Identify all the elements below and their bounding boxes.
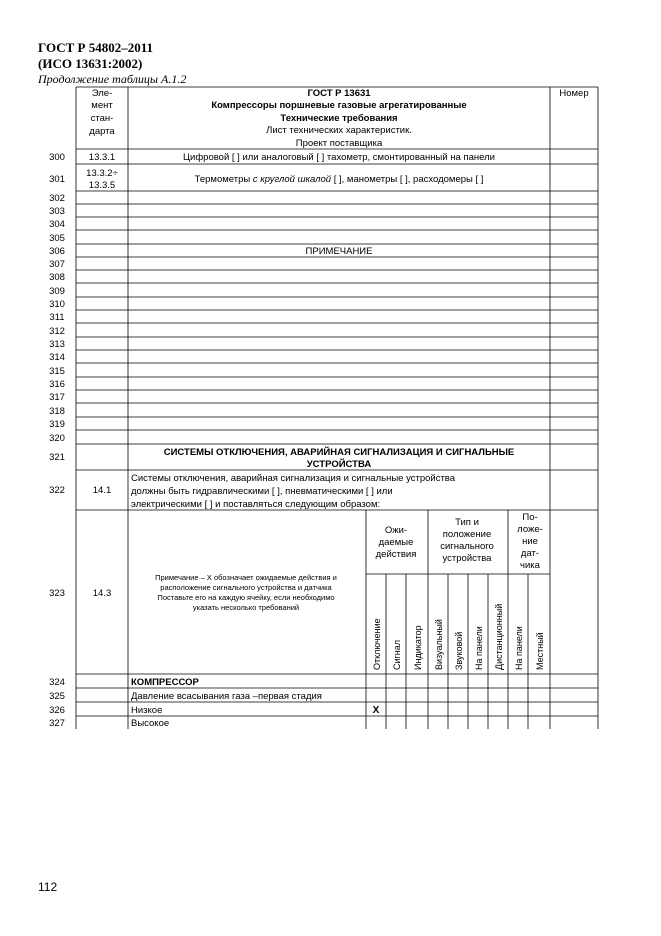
requirement-text: должны быть гидравлическими [ ], пневматическими [ ] или xyxy=(131,486,393,497)
requirement-text: электрическими [ ] и поставляться следующим образом: xyxy=(131,499,381,510)
option-column-header: Дистанционный xyxy=(494,603,504,670)
sheet-subtitle: Проект поставщика xyxy=(295,138,383,149)
selection-mark: X xyxy=(372,705,380,716)
option-column-header: На панели xyxy=(514,626,524,670)
option-column-header: Индикатор xyxy=(413,625,423,670)
row-number: 327 xyxy=(49,718,65,729)
row-number: 314 xyxy=(49,352,65,363)
row-number: 306 xyxy=(49,246,65,257)
selection-note: Примечание – X обозначает ожидаемые действия и xyxy=(155,573,337,582)
iso-code: (ИСО 13631:2002) xyxy=(38,56,143,71)
option-column-header: Сигнал xyxy=(392,639,402,670)
note-heading: ПРИМЕЧАНИЕ xyxy=(305,246,373,257)
group-sensor-header: ложе- xyxy=(517,524,543,535)
parameter-label: Высокое xyxy=(131,718,170,729)
option-column-header: Визуальный xyxy=(434,619,444,670)
group-signal-header: Тип и xyxy=(455,517,479,528)
standard-code: ГОСТ Р 54802–2011 xyxy=(38,40,154,55)
element-ref: 14.3 xyxy=(92,588,112,599)
row-number: 324 xyxy=(49,677,65,688)
element-header: стан- xyxy=(90,113,114,124)
row-number: 312 xyxy=(49,326,65,337)
group-signal-header: сигнального xyxy=(440,541,494,552)
row-number: 309 xyxy=(49,286,65,297)
group-signal-header: положение xyxy=(442,529,492,540)
selection-note: Поставьте его на каждую ячейку, если необходимо xyxy=(157,593,335,602)
selection-note: указать несколько требований xyxy=(192,603,300,612)
number-header: Номер xyxy=(559,88,589,99)
row-number: 310 xyxy=(49,299,65,310)
parameter-label: Давление всасывания газа –первая стадия xyxy=(131,691,322,702)
row-number: 304 xyxy=(49,219,65,230)
element-header: Эле- xyxy=(91,88,113,99)
row-number: 318 xyxy=(49,406,65,417)
row-number: 311 xyxy=(49,312,65,323)
selection-note: расположение сигнального устройства и датчика xyxy=(160,583,332,592)
group-sensor-header: дат- xyxy=(520,548,540,559)
element-ref: 13.3.5 xyxy=(88,180,116,191)
group-expected-header: Ожи- xyxy=(384,525,408,536)
sheet-title: Компрессоры поршневые газовые агрегатированные xyxy=(211,100,467,111)
group-signal-header: устройства xyxy=(442,553,492,564)
row-number: 326 xyxy=(49,705,65,716)
row-number: 301 xyxy=(49,174,65,185)
page-number: 112 xyxy=(38,880,58,894)
group-sensor-header: По- xyxy=(522,512,538,523)
sheet-subtitle: Лист технических характеристик. xyxy=(266,125,412,136)
row-number: 323 xyxy=(49,588,65,599)
section-heading: КОМПРЕССОР xyxy=(131,677,199,688)
option-column-header: На панели xyxy=(474,626,484,670)
option-column-header: Отключение xyxy=(372,618,382,670)
row-number: 313 xyxy=(49,339,65,350)
section-heading: СИСТЕМЫ ОТКЛЮЧЕНИЯ, АВАРИЙНАЯ СИГНАЛИЗАЦИЯ И СИГНАЛЬНЫЕ xyxy=(163,447,515,458)
table-continuation-caption: Продолжение таблицы А.1.2 xyxy=(38,72,187,86)
element-ref: 14.1 xyxy=(92,485,112,496)
row-number: 302 xyxy=(49,193,65,204)
element-header: мент xyxy=(91,100,113,111)
row-number: 321 xyxy=(49,452,65,463)
element-ref: 13.3.1 xyxy=(88,152,116,163)
row-number: 317 xyxy=(49,392,65,403)
requirement-text: Цифровой [ ] или аналоговый [ ] тахометр, смонтированный на панели xyxy=(183,152,495,163)
row-number: 315 xyxy=(49,366,65,377)
sheet-title: ГОСТ Р 13631 xyxy=(307,88,371,99)
row-number: 322 xyxy=(49,485,65,496)
option-column-header: Звуковой xyxy=(454,631,464,670)
row-number: 305 xyxy=(49,233,65,244)
row-number: 320 xyxy=(49,433,65,444)
row-number: 316 xyxy=(49,379,65,390)
parameter-label: Низкое xyxy=(131,705,163,716)
row-number: 319 xyxy=(49,419,65,430)
group-sensor-header: ние xyxy=(522,536,538,547)
option-column-header: Местный xyxy=(535,632,545,670)
row-number: 300 xyxy=(49,152,65,163)
group-expected-header: даемые xyxy=(378,537,414,548)
element-header: дарта xyxy=(89,126,115,137)
requirement-text: Системы отключения, аварийная сигнализация и сигнальные устройства xyxy=(131,473,456,484)
group-expected-header: действия xyxy=(375,549,417,560)
element-ref: 13.3.2÷ xyxy=(86,168,118,179)
row-number: 307 xyxy=(49,259,65,270)
group-sensor-header: чика xyxy=(520,560,540,571)
row-number: 325 xyxy=(49,691,65,702)
row-number: 308 xyxy=(49,272,65,283)
section-heading: УСТРОЙСТВА xyxy=(306,459,372,470)
requirement-text: Термометры с круглой шкалой [ ], манометры [ ], расходомеры [ ] xyxy=(194,174,484,185)
row-number: 303 xyxy=(49,206,65,217)
sheet-title: Технические требования xyxy=(280,113,398,124)
